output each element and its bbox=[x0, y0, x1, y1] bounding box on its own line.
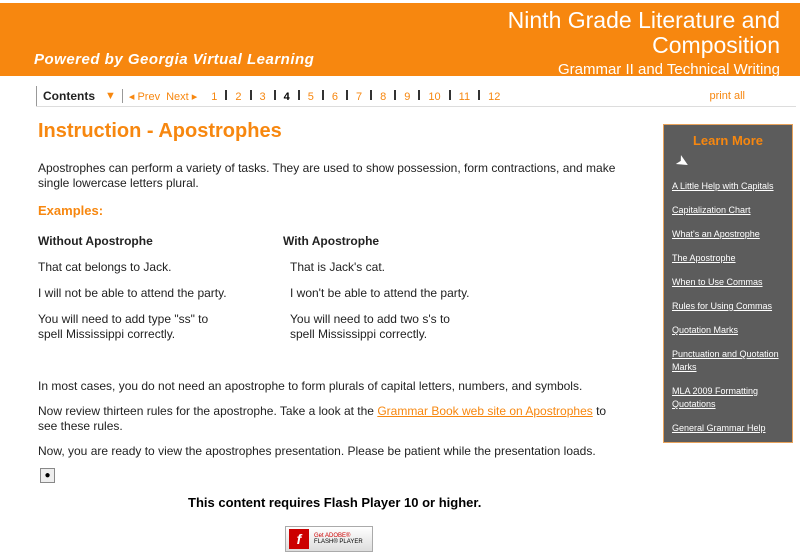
page-link-2[interactable]: 2 bbox=[235, 90, 242, 103]
grammar-book-link[interactable]: Grammar Book web site on Apostrophes bbox=[377, 404, 593, 418]
prev-button[interactable]: ◂ Prev bbox=[128, 90, 161, 103]
page-link-10[interactable]: 10 bbox=[428, 90, 441, 103]
course-subtitle: Grammar II and Technical Writing bbox=[557, 61, 780, 78]
page-separator bbox=[449, 90, 451, 100]
page-separator bbox=[418, 90, 420, 100]
table-cell: You will need to add type "ss" to spell Mississippi correctly. bbox=[38, 312, 209, 341]
page-link-4[interactable]: 4 bbox=[283, 90, 290, 103]
title-line-1: Ninth Grade Literature and bbox=[507, 7, 780, 33]
page-link-5[interactable]: 5 bbox=[307, 90, 314, 103]
next-label: Next bbox=[166, 90, 189, 103]
table-cell: That is Jack's cat. bbox=[290, 260, 385, 274]
flash-line-1: Get ADOBE® bbox=[314, 533, 351, 539]
examples-heading: Examples: bbox=[38, 203, 104, 218]
main-content bbox=[38, 120, 618, 469]
page-separator bbox=[250, 90, 252, 100]
table-row bbox=[38, 260, 618, 275]
table-header bbox=[38, 234, 618, 249]
page-link-1[interactable]: 1 bbox=[211, 90, 218, 103]
prev-label: Prev bbox=[137, 90, 161, 103]
page-link-12[interactable]: 12 bbox=[488, 90, 501, 103]
sidebar-links bbox=[664, 180, 792, 435]
get-flash-player-button[interactable] bbox=[285, 526, 373, 552]
flash-button-text bbox=[314, 533, 363, 545]
sidebar-link[interactable]: The Apostrophe bbox=[672, 253, 736, 263]
sidebar-link[interactable]: What's an Apostrophe bbox=[672, 229, 760, 239]
page-title: Instruction - Apostrophes bbox=[38, 120, 282, 142]
table-cell: That cat belongs to Jack. bbox=[38, 260, 172, 274]
page-separator bbox=[274, 90, 276, 100]
page-separator bbox=[478, 90, 480, 100]
page-list bbox=[203, 90, 508, 103]
navigation-bar bbox=[36, 86, 796, 107]
review-text-start: Now review thirteen rules for the apostrophe. Take a look at the bbox=[38, 404, 378, 418]
page-link-7[interactable]: 7 bbox=[356, 90, 363, 103]
page-separator bbox=[322, 90, 324, 100]
flash-logo-icon: f bbox=[289, 529, 309, 549]
header-banner bbox=[0, 3, 800, 76]
sidebar-link[interactable]: MLA 2009 Formatting Quotations bbox=[672, 386, 759, 409]
page-separator bbox=[346, 90, 348, 100]
page-link-8[interactable]: 8 bbox=[380, 90, 387, 103]
flash-required-message: This content requires Flash Player 10 or higher. bbox=[188, 495, 482, 510]
column-header: Without Apostrophe bbox=[38, 234, 153, 248]
learn-more-sidebar bbox=[663, 124, 793, 443]
title-line-2: Composition bbox=[652, 32, 780, 58]
course-title bbox=[508, 8, 780, 58]
presentation-text: Now, you are ready to view the apostrophes presentation. Please be patient while the presentation loads. bbox=[38, 444, 596, 458]
sidebar-link[interactable]: General Grammar Help bbox=[672, 423, 766, 433]
table-cell: You will need to add two s's to spell Mississippi correctly. bbox=[290, 312, 450, 341]
page-link-11[interactable]: 11 bbox=[458, 90, 471, 103]
flash-line-2: FLASH® PLAYER bbox=[314, 539, 363, 545]
page-separator bbox=[225, 90, 227, 100]
sidebar-title: Learn More bbox=[692, 133, 764, 148]
contents-menu[interactable]: Contents bbox=[36, 86, 95, 106]
divider bbox=[122, 89, 123, 103]
page-separator bbox=[298, 90, 300, 100]
sidebar-link[interactable]: Quotation Marks bbox=[672, 325, 739, 335]
sidebar-link[interactable]: Punctuation and Quotation Marks bbox=[672, 349, 779, 372]
page-separator bbox=[394, 90, 396, 100]
sidebar-link[interactable]: A Little Help with Capitals bbox=[672, 181, 774, 191]
column-header: With Apostrophe bbox=[283, 234, 380, 248]
intro-text: Apostrophes can perform a variety of tasks. They are used to show possession, form contractions, and make single lowercase letters plural. bbox=[38, 161, 616, 190]
sidebar-link[interactable]: When to Use Commas bbox=[672, 277, 763, 287]
cursor-arrow-icon: ➤ bbox=[672, 151, 693, 174]
plurals-text: In most cases, you do not need an apostrophe to form plurals of capital letters, numbers, and symbols. bbox=[38, 379, 583, 393]
page-link-6[interactable]: 6 bbox=[331, 90, 339, 103]
review-text bbox=[38, 404, 618, 434]
page-link-9[interactable]: 9 bbox=[404, 90, 411, 103]
sidebar-link[interactable]: Rules for Using Commas bbox=[672, 301, 773, 311]
page-separator bbox=[370, 90, 372, 100]
chevron-down-icon[interactable]: ▼ bbox=[105, 90, 116, 102]
powered-by-logo: Powered by Georgia Virtual Learning bbox=[34, 51, 315, 68]
print-all-link[interactable]: print all bbox=[709, 90, 745, 102]
table-row bbox=[38, 286, 618, 301]
next-button[interactable]: Next ▸ bbox=[166, 90, 198, 103]
sidebar-link[interactable]: Capitalization Chart bbox=[672, 205, 751, 215]
page-link-3[interactable]: 3 bbox=[259, 90, 266, 103]
keyhole-icon[interactable]: ● bbox=[40, 468, 55, 483]
review-text-end: to see these rules. bbox=[38, 404, 607, 433]
table-cell: I will not be able to attend the party. bbox=[38, 286, 227, 300]
table-row bbox=[38, 312, 618, 342]
table-cell: I won't be able to attend the party. bbox=[290, 286, 470, 300]
